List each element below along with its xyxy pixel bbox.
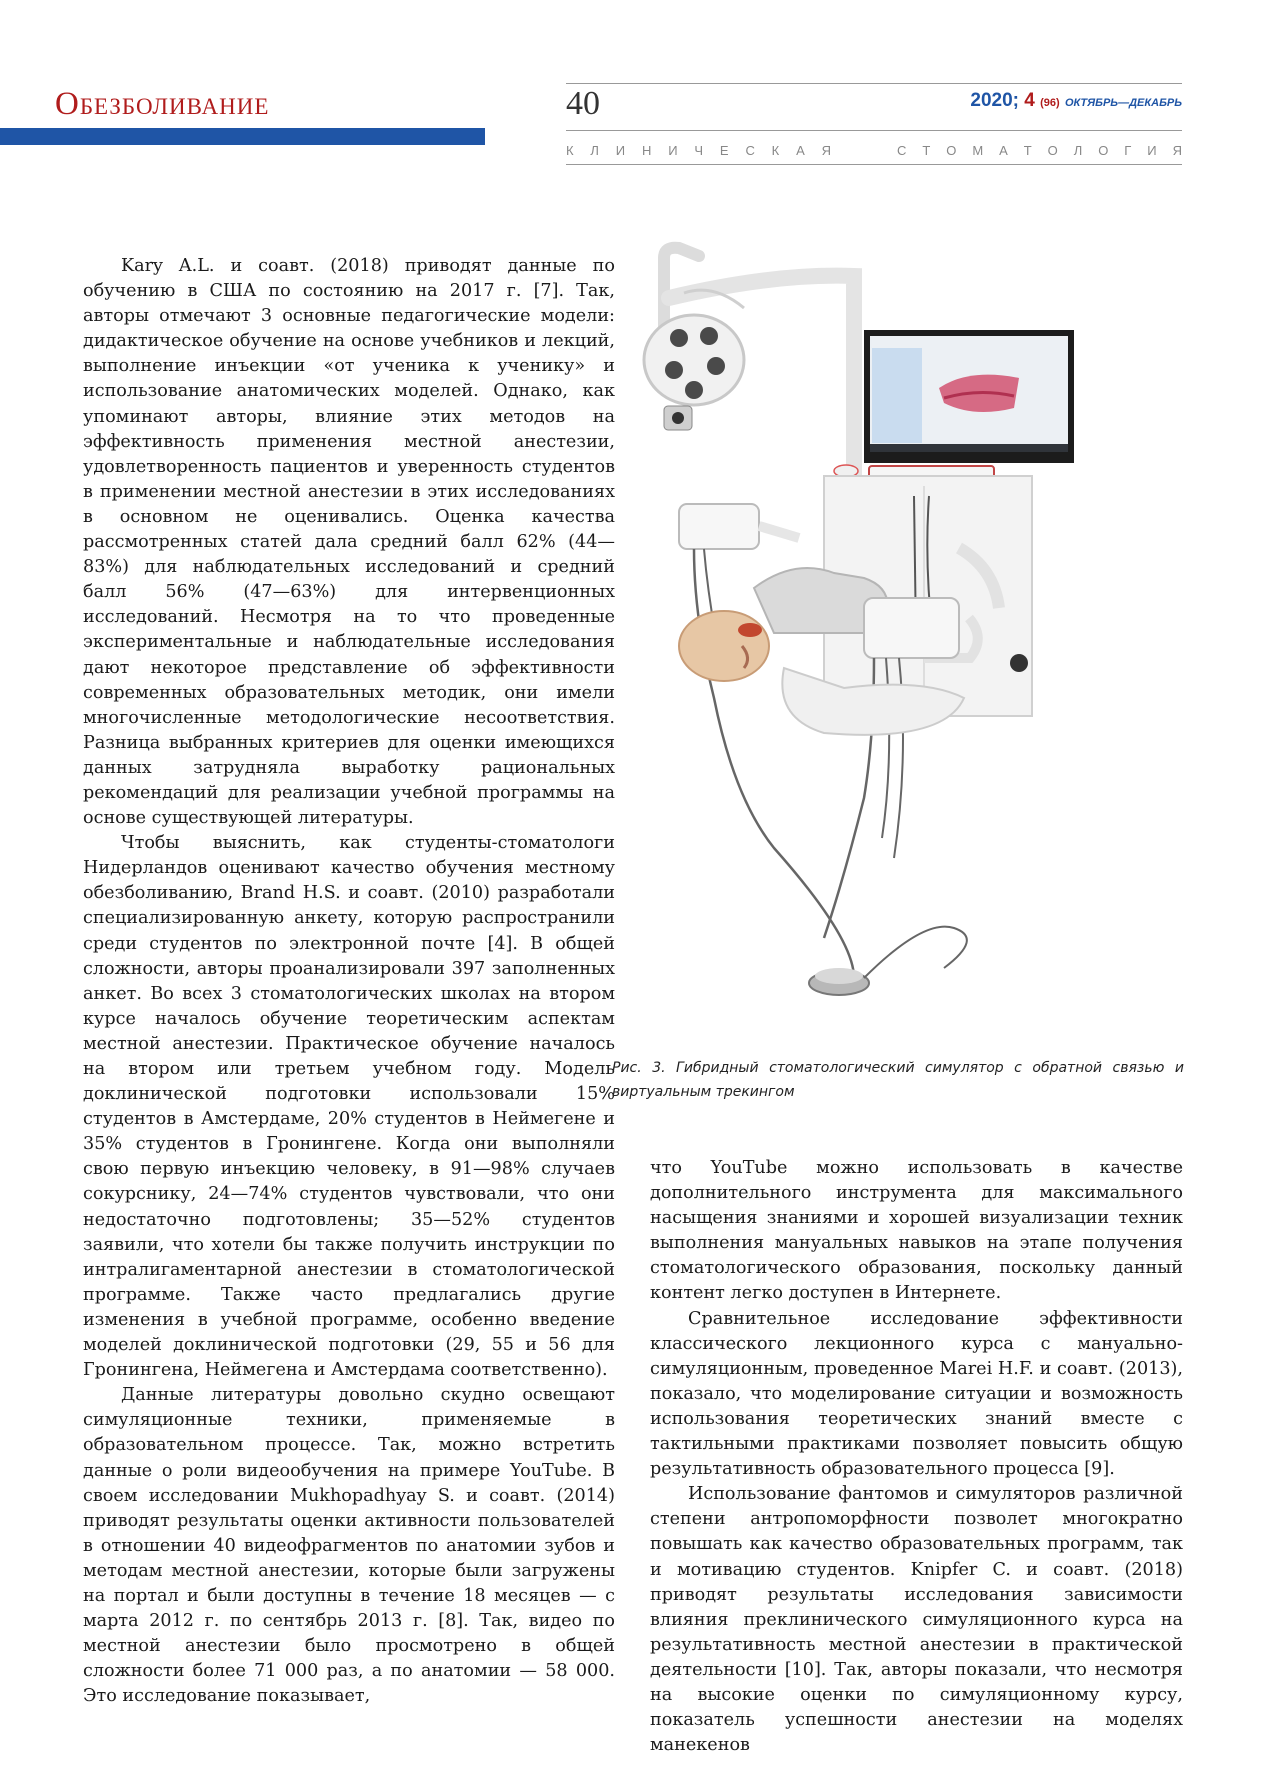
header-rule [566,164,1182,165]
issue-number: 4 [1024,90,1035,111]
issue-info [970,90,1182,112]
header-rule [566,83,1182,84]
journal-letter: Ч [694,143,704,158]
journal-letter: Л [590,143,599,158]
header-rule [566,130,1182,131]
issue-year: 2020; [970,90,1019,111]
journal-letter: А [796,143,805,158]
journal-letter: Я [1172,143,1182,158]
journal-letter: С [897,143,907,158]
journal-letter: О [1098,143,1109,158]
figure-simulator [624,238,1184,1038]
issue-months: ОКТЯБРЬ—ДЕКАБРЬ [1064,97,1182,109]
paragraph: Чтобы выяснить, как студенты-стоматологи Нидерландов оценивают качество обучения местному обезболиванию, Brand H.S. и соавт. (2010) разработали специализированную анкету, которую распространили среди студентов по электронной почте [4]. В общей сложности, авторы проанализировали 397 заполненных анкет. Во всех 3 стоматологических школах на втором курсе началось обучение теоретическим аспектам местной анестезии. Практическое обучение началось на втором или третьем учебном году. Модель доклинической подготовки использовали 15% студентов в Амстердаме, 20% студентов в Неймегене и 35% студентов в Гронингене. Когда они выполняли свою первую инъекцию человеку, в 91—98% случаев сокурснику, 24—74% студентов чувствовали, что они недостаточно подготовлены; 35—52% студентов заявили, что хотели бы также получить инструкции по интралигаментарной анестезии в стоматологической программе. Также часто предлагались другие изменения в учебной программе, особенно введение моделей доклинической подготовки (29, 55 и 56 для Гронингена, Неймегена и Амстердама соответственно). [83,833,615,1381]
journal-letter: М [972,143,984,158]
paragraph: Данные литературы довольно скудно освещают симуляционные техники, применяемые в образовательном процессе. Так, можно встретить данные о роли видеообучения на примере YouTube. В своем исследовании Mukhopadhyay S. и соавт. (2014) приводят результаты оценки активности пользователей в отношении 40 видеофрагментов по анатомии зубов и методам местной анестезии, которые были загружены на портал и были доступны в течение 18 месяцев — с марта 2012 г. по сентябрь 2013 г. [8]. Так, видео по местной анестезии было просмотрено в общей сложности более 71 000 раз, а по анатомии — 58 000. Это исследование показывает, [83,1385,615,1707]
journal-letter: Л [1073,143,1083,158]
journal-letter: Я [821,143,831,158]
issue-paren: (96) [1040,97,1060,109]
journal-letter: К [566,143,574,158]
journal-word-1 [566,143,831,158]
right-column [650,1156,1183,1758]
journal-letter: О [1047,143,1058,158]
journal-letter: И [668,143,678,158]
journal-letter: К [771,143,780,158]
page-number: 40 [566,85,600,122]
journal-letter: Г [1124,143,1132,158]
dental-simulator-illustration [624,238,1184,1038]
paragraph: Kary A.L. и соавт. (2018) приводят данные по обучению в США по состоянию на 2017 г. [7]. Так, авторы отмечают 3 основные педагогические модели: дидактическое обучение на основе учебников и лекций, выполнение инъекции «от ученика к ученику» и использование анатомических моделей. Однако, как упоминают авторы, влияние этих методов на эффективность применения местной анестезии, удовлетворенность пациентов и уверенность студентов в применении местной анестезии в этих исследованиях в основном не оценивались. Оценка качества рассмотренных статей дала средний балл 62% (44—83%) для наблюдательных исследований и средний балл 56% (47—63%) для интервенционных исследований. Несмотря на то что проведенные экспериментальные и наблюдательные исследования дают некоторое представление об эффективности современных образовательных методик, они имели многочисленные методологические несоответствия. Разница выбранных критериев для оценки имеющихся данных затрудняла выработку рациональных рекомендаций для реализации учебной программы на основе существующей литературы. [83,256,615,829]
journal-letter: И [1147,143,1157,158]
journal-letter: И [615,143,626,158]
journal-title [566,143,1182,158]
journal-letter: А [999,143,1008,158]
journal-word-2 [897,143,1182,158]
section-color-bar [0,128,485,145]
figure-caption: Рис. 3. Гибридный стоматологический симулятор с обратной связью и виртуальным трекингом [612,1060,1184,1100]
journal-letter: О [946,143,957,158]
journal-letter: С [745,143,755,158]
journal-letter: Н [641,143,652,158]
paragraph: что YouTube можно использовать в качестве дополнительного инструмента для максимального насыщения знаниями и хорошей визуализации техник выполнения мануальных навыков на этапе получения стоматологического образования, поскольку данный контент легко доступен в Интернете. [650,1158,1183,1304]
journal-letter: Т [922,143,931,158]
paragraph: Использование фантомов и симуляторов различной степени антропоморфности позволет многократно повышать как качество образовательных программ, так и мотивацию студентов. Knipfer C. и соавт. (2018) приводят результаты исследования зависимости влияния преклинического симуляционного курса на результативность местной анестезии в практической деятельности [10]. Так, авторы показали, что несмотря на высокие оценки по симуляционному курсу, показатель успешности анестезии на моделях манекенов [650,1484,1183,1756]
journal-letter: Е [719,143,729,158]
paragraph: Сравнительное исследование эффективности классического лекционного курса с мануально-симуляционным, проведенное Marei H.F. и соавт. (2013), показало, что моделирование ситуации и возможность использования теоретических знаний вместе с тактильными практиками позволяет повысить общую результативность образовательного процесса [9]. [650,1308,1183,1480]
left-column [83,254,615,1709]
journal-letter: Т [1023,143,1032,158]
section-title: Обезболивание [55,86,270,122]
